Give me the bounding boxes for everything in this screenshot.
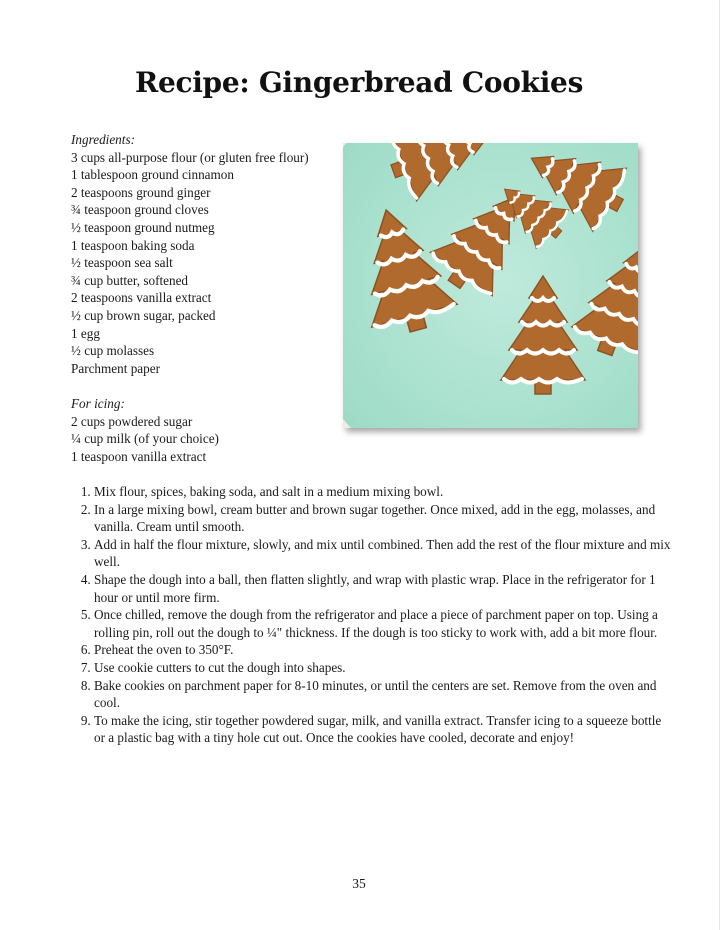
instructions-list xyxy=(71,483,674,747)
instruction-step: 8. Bake cookies on parchment paper for 8-10 minutes, or until the centers are set. Remove from the oven and cool. xyxy=(94,677,674,712)
page-title: Recipe: Gingerbread Cookies xyxy=(134,66,584,99)
ingredient-item: ¾ cup butter, softened xyxy=(71,272,189,288)
icing-item: 1 teaspoon vanilla extract xyxy=(71,448,207,464)
ingredients-section xyxy=(71,131,336,465)
ingredient-item: 3 cups all-purpose flour (or gluten free flour) xyxy=(71,149,309,165)
instruction-step: 6. Preheat the oven to 350°F. xyxy=(94,641,674,659)
ingredient-item: 1 tablespoon ground cinnamon xyxy=(71,167,234,183)
ingredients-label: Ingredients: xyxy=(71,132,135,147)
icing-label: For icing: xyxy=(71,395,125,411)
instruction-step: 1. Mix flour, spices, baking soda, and salt in a medium mixing bowl. xyxy=(94,483,674,501)
gingerbread-cookies-photo xyxy=(343,143,638,428)
ingredient-item: Parchment paper xyxy=(71,360,160,376)
instruction-step: 5. Once chilled, remove the dough from the refrigerator and place a piece of parchment paper on top. Using a rolling pin, roll out the dough to ¼" thickness. If the dough is too sticky to work with, add a bit more flour. xyxy=(94,606,674,641)
icing-item: 2 cups powdered sugar xyxy=(71,413,193,429)
icing-item: ¼ cup milk (of your choice) xyxy=(71,431,219,447)
icing-list xyxy=(71,413,336,466)
ingredient-list xyxy=(71,149,336,378)
cookies-illustration xyxy=(343,143,638,428)
ingredient-item: 1 teaspoon baking soda xyxy=(71,237,195,253)
ingredient-item: 2 teaspoons ground ginger xyxy=(71,184,211,200)
instruction-step: 7. Use cookie cutters to cut the dough into shapes. xyxy=(94,659,674,677)
ingredient-item: ½ cup molasses xyxy=(71,343,155,359)
ingredient-item: ¾ teaspoon ground cloves xyxy=(71,202,209,218)
ingredient-item: ½ teaspoon ground nutmeg xyxy=(71,219,215,235)
instruction-step: 4. Shape the dough into a ball, then flatten slightly, and wrap with plastic wrap. Place in the refrigerator for 1 hour or until more firm. xyxy=(94,571,674,606)
ingredient-item: 1 egg xyxy=(71,325,100,341)
ingredient-item: ½ cup brown sugar, packed xyxy=(71,307,216,323)
ingredient-item: 2 teaspoons vanilla extract xyxy=(71,290,212,306)
instruction-step: 3. Add in half the flour mixture, slowly, and mix until combined. Then add the rest of the flour mixture and mix well. xyxy=(94,536,674,571)
instruction-step: 9. To make the icing, stir together powdered sugar, milk, and vanilla extract. Transfer icing to a squeeze bottle or a plastic bag with a tiny hole cut out. Once the cookies have cooled, decorate and enjoy! xyxy=(94,712,674,747)
ingredient-item: ½ teaspoon sea salt xyxy=(71,255,173,271)
page-number: 35 xyxy=(352,876,366,891)
instruction-step: 2. In a large mixing bowl, cream butter and brown sugar together. Once mixed, add in the egg, molasses, and vanilla. Cream until smooth. xyxy=(94,501,674,536)
